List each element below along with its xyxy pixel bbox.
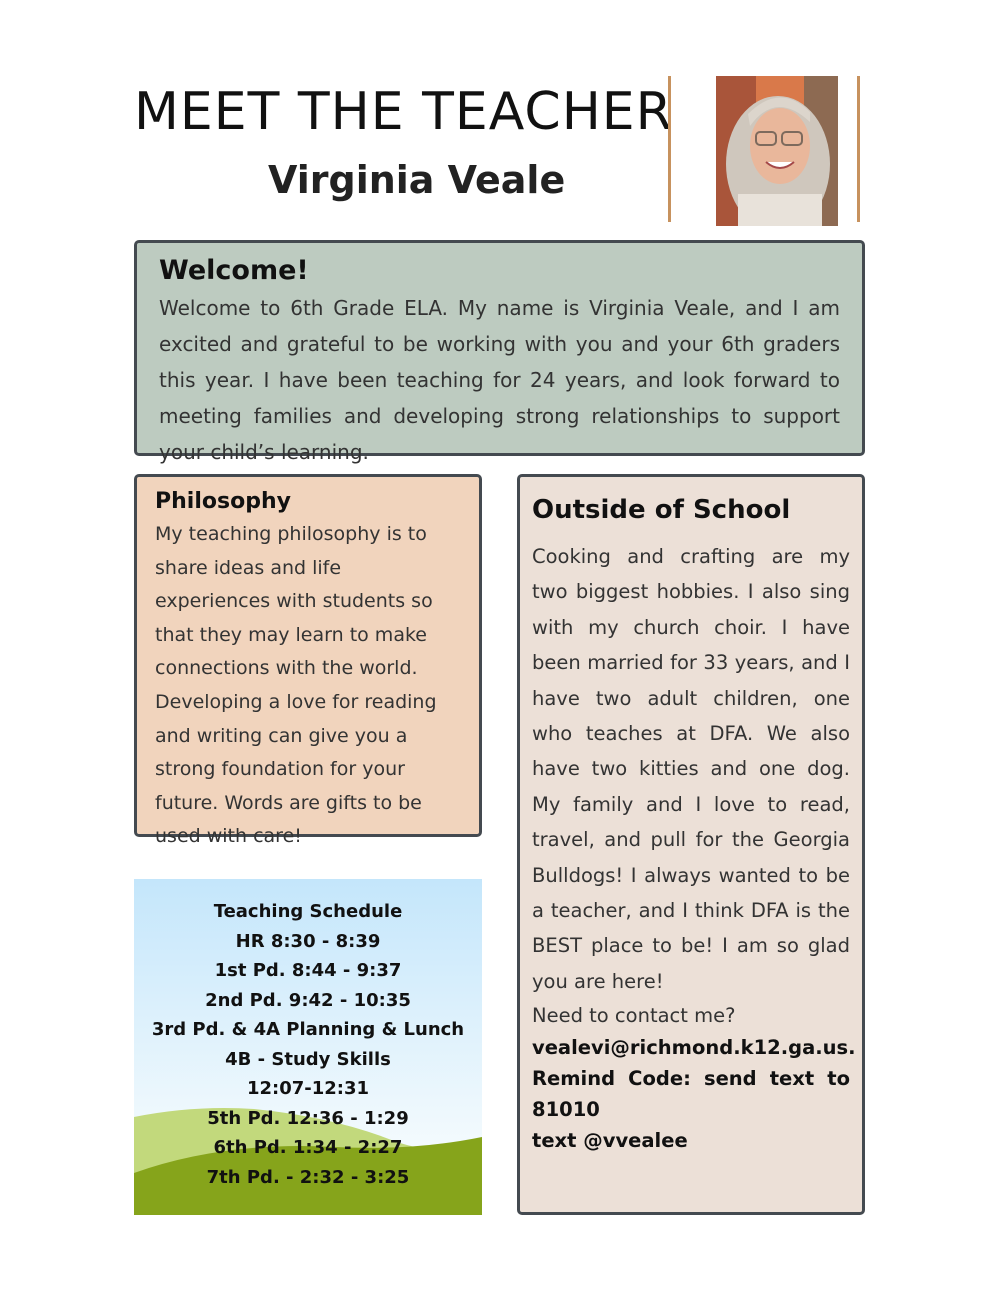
teacher-name: Virginia Veale [268, 158, 566, 202]
outside-school-section [517, 474, 865, 1215]
schedule-line: 7th Pd. - 2:32 - 3:25 [206, 1166, 410, 1188]
teacher-photo [716, 76, 838, 226]
schedule-line: 12:07-12:31 [246, 1078, 370, 1099]
schedule-line: 5th Pd. 12:36 - 1:29 [207, 1107, 409, 1129]
contact-email[interactable]: vealevi@richmond.k12.ga.us. [532, 1036, 856, 1060]
welcome-heading: Welcome! [159, 255, 309, 286]
page-title: MEET THE TEACHER [134, 82, 673, 142]
welcome-section [134, 240, 865, 464]
philosophy-heading: Philosophy [155, 489, 291, 514]
welcome-text: Welcome to 6th Grade ELA. My name is Virginia Veale, and I am excited and grateful to be working with you and your 6th graders this year. I have been teaching for 24 years, and look forward to meeting families and developing strong relationships to support your child’s learning. [159, 296, 840, 464]
schedule-line: HR 8:30 - 8:39 [235, 930, 381, 952]
contact-prompt: Need to contact me? [532, 1004, 736, 1028]
schedule-line: 2nd Pd. 9:42 - 10:35 [205, 989, 411, 1011]
teaching-schedule [134, 879, 482, 1215]
schedule-title: Teaching Schedule [213, 901, 403, 922]
schedule-line: 4B - Study Skills [225, 1048, 391, 1070]
text-code: text @vvealee [532, 1129, 688, 1153]
schedule-lines [134, 897, 482, 1192]
outside-school-heading: Outside of School [532, 495, 791, 525]
outside-school-text: Cooking and crafting are my two biggest hobbies. I also sing with my church choir. I have been married for 33 years, and I have two adult children, one who teaches at DFA. We also have two kitties and one dog. My family and I love to read, travel, and pull for the Georgia Bulldogs! I always wanted to be a teacher, and I think DFA is the BEST place to be! I am so glad you are here! [532, 545, 850, 993]
schedule-line: 6th Pd. 1:34 - 2:27 [213, 1137, 403, 1158]
philosophy-section [134, 474, 482, 848]
schedule-line: 1st Pd. 8:44 - 9:37 [214, 960, 402, 981]
remind-code: Remind Code: send text to 81010 [532, 1067, 850, 1122]
schedule-line: 3rd Pd. & 4A Planning & Lunch [151, 1019, 465, 1040]
philosophy-text: My teaching philosophy is to share ideas and life experiences with students so that they may learn to make connections with the world. Developing a love for reading and writing can give you a strong foundation for your future. Words are gifts to be used with care! [155, 523, 437, 848]
